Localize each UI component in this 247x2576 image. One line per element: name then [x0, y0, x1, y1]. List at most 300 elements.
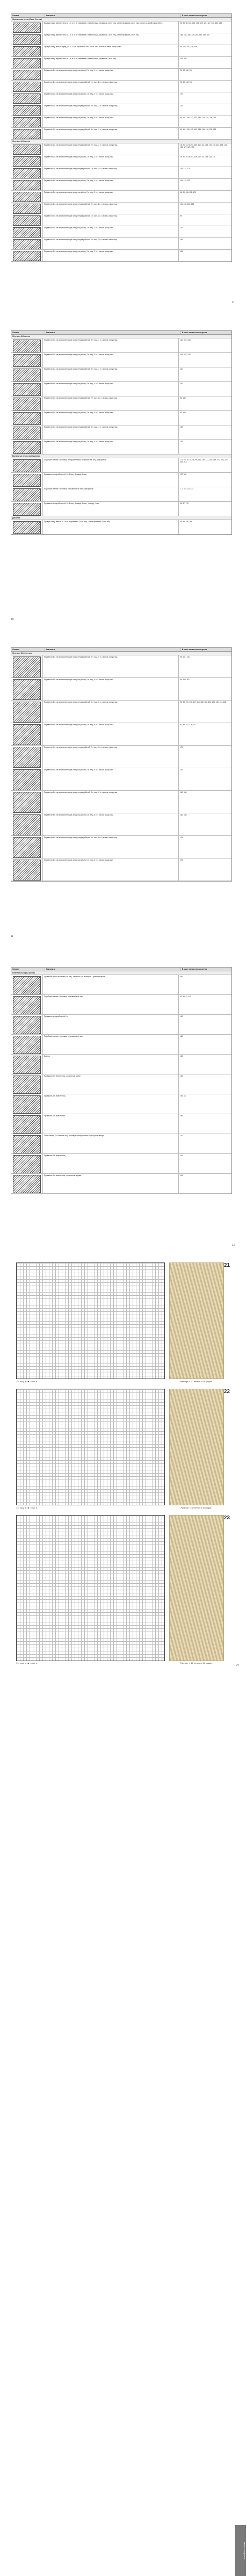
table-row	[11, 723, 231, 746]
where-cell: 95, 101, 143	[180, 656, 190, 658]
symbol-cell	[11, 45, 43, 56]
cable-symbol-icon	[13, 474, 41, 487]
how-cell: Перевести 2 п. на вспомогательную спицу перед работой, 2 п. лиц., 2 п. с вспом. спицы лиц.	[43, 104, 179, 116]
table-row	[11, 382, 231, 396]
cable-symbol-icon	[13, 1016, 41, 1034]
table-row	[11, 214, 231, 226]
cable-symbol-icon	[13, 488, 41, 501]
symbol-cell	[11, 1154, 43, 1173]
symbol-cell	[11, 92, 43, 104]
where-cell: 137, 181	[180, 473, 187, 475]
cable-symbol-icon	[13, 860, 41, 881]
where-cell: 93, 140	[180, 397, 186, 399]
table-row	[11, 104, 231, 116]
how-cell: Подобрать петлю с протяжки между петлями и провязать ее лиц. скрещенной.	[43, 458, 179, 472]
how-cell: Снять петлю, 2 п. вместе лиц., протянуть снятую петлю через провязанную.	[43, 1134, 179, 1153]
symbol-cell	[11, 367, 43, 381]
pattern-photo-23	[169, 1515, 224, 1661]
where-cell: 35, 57, 175	[180, 502, 188, 504]
table-row	[11, 203, 231, 214]
symbol-cell	[11, 155, 43, 167]
symbol-cell	[11, 678, 43, 700]
symbol-cell	[11, 1094, 43, 1114]
how-cell: Правую спицу переместить за 1-ю п. и, не снимая ее с левой спицы, провязать 2-ю п. лиц., затем провязать 1-ю п. лиц.	[43, 33, 179, 45]
symbol-cell	[11, 33, 43, 45]
where-cell: 93, 98, 101, 116, 117	[180, 724, 196, 726]
how-cell: Перевести 3 п. на вспомогательную спицу за работу, 3 п. лиц., 3 п. с вспом. спицы лиц.	[43, 353, 179, 367]
how-cell: Перевести 2 п. на вспомогательную спицу перед работой, 2 п. изн., 2 п. с вспом. спицы лиц.	[43, 203, 179, 214]
section-title: Жгуты из 10–16 петель	[11, 652, 231, 655]
where-cell: 179	[180, 105, 183, 107]
how-cell: Перевести 2 п. на вспомогательную спицу перед работой, 1 п. изн., 2 п. с вспом. спицы лиц.	[43, 81, 179, 92]
cable-symbol-icon	[13, 427, 41, 439]
how-cell: Подобрать петлю с протяжки и провязать ее изн.	[43, 1035, 179, 1054]
cable-symbol-icon	[13, 412, 41, 425]
where-cell: 1, 7, 12, 122, 133	[180, 488, 193, 490]
table-row	[11, 33, 231, 45]
where-cell: 96, 105, 116, 138, 155	[180, 46, 197, 48]
how-cell: Перевести 4 п. на вспомогательную спицу за работу, 4 п. лиц., 4 п. с вспом. спицы лиц.	[43, 440, 179, 454]
table-row	[11, 338, 231, 353]
how-cell: Перевести 3 п. на вспомогательную спицу перед работой, 3 п. лиц., 3 п. с вспом. спицы лиц.	[43, 128, 179, 139]
table-row	[11, 1174, 231, 1194]
table-row	[11, 21, 231, 33]
table-row	[11, 1035, 231, 1055]
rapport-label: Раппорт = 20 петель и 28 рядов	[180, 1380, 212, 1383]
how-cell: Провязать 2 п. вместе изн.	[43, 1114, 179, 1134]
section-tab: Узоры со жгутами	[235, 2525, 246, 2576]
symbol-cell	[11, 1035, 43, 1054]
where-cell: 93, 98, 101, 116, 117, 118, 122, 123, 124, 125, 130, 134, 135	[180, 701, 227, 703]
cable-symbol-icon	[13, 1135, 41, 1153]
how-cell: Перевести 5 п. на вспомогательную спицу за работу, 5 п. лиц., 5 п. с вспом. спицы лиц.	[43, 678, 179, 700]
symbol-cell	[11, 214, 43, 226]
symbol-cell	[11, 81, 43, 92]
where-cell: 1, 6, 13, 18, 31, 38, 95, 131, 136, 143, 149, 165, 170, 193, 202, 207, 213	[180, 459, 228, 463]
cable-symbol-icon	[13, 70, 41, 80]
symbol-cell	[11, 226, 43, 237]
section-title: Скрещенные петли (2 или 3 петли)	[11, 18, 231, 21]
how-cell: Перевести 1 п. на вспомогательную спицу за работу, 3 п. лиц., 1 п. с вспом. спицы изн.	[43, 226, 179, 237]
how-cell: Перевести 1 п. на вспомогательную спицу за работу, 3 п. лиц., 1 п. с вспом. спицы изн.	[43, 179, 179, 190]
column-header-where: В каких схемах используется	[182, 331, 207, 334]
symbol-cell	[11, 836, 43, 858]
table-row	[11, 155, 231, 167]
symbol-cell	[11, 143, 43, 155]
table-row	[11, 813, 231, 836]
where-cell: 133	[180, 426, 183, 428]
symbol-cell	[11, 995, 43, 1014]
where-cell: 178	[180, 859, 183, 861]
cable-symbol-icon	[13, 792, 41, 813]
table-row	[11, 746, 231, 768]
pattern-number: 22	[224, 1389, 230, 1395]
how-cell: Перевести 4 п. на вспомогательную спицу перед работой, 4 п. лиц., 4 п. с вспом. спицы лиц.	[43, 367, 179, 381]
table-row	[11, 487, 231, 502]
where-cell: 172	[180, 746, 183, 748]
symbol-cell	[11, 975, 43, 994]
table-row	[11, 143, 231, 155]
where-cell: 163	[180, 1075, 183, 1077]
chart-legend: □ = лиц. п.; ■ = изн. п.	[16, 1380, 38, 1383]
how-cell: Перевести 4 п. на вспомогательную спицу за работу, 4 п. лиц., 4 п. с вспом. спицы лиц.	[43, 382, 179, 396]
cable-symbol-icon	[13, 1076, 41, 1094]
rapport-label: Раппорт = 16 петель и 16 рядов	[180, 1662, 212, 1664]
table-row	[11, 502, 231, 516]
where-cell: 178	[180, 836, 183, 839]
how-cell: Провязать из одной петли 3 п.: 1 лиц., 1 накид, 1 лиц.	[43, 473, 179, 487]
table-row	[11, 45, 231, 57]
column-header-how: Как вязать	[45, 331, 181, 334]
where-cell: 143	[180, 1174, 183, 1177]
column-header-symbol: Символ	[11, 331, 45, 334]
column-header-symbol: Символ	[11, 14, 45, 17]
table-row	[11, 678, 231, 701]
symbol-table-4	[11, 967, 232, 1194]
where-cell: 196	[180, 1115, 183, 1117]
how-cell: Перевести 2 п. на вспомогательную спицу за работу, 2 п. лиц., 2 п. с вспом. спицы лиц.	[43, 92, 179, 104]
table-row	[11, 92, 231, 104]
where-cell: 110	[180, 383, 183, 385]
how-cell: Перевести 3 п. на вспомогательную спицу за работу, 3 п. лиц., 3 п. с вспом. спицы изн.	[43, 411, 179, 425]
cable-symbol-icon	[13, 1155, 41, 1173]
how-cell: Перевести 4 п. на вспомогательную спицу за работу, 4 п. лиц., 4 п. с вспом. спицы изн.	[43, 768, 179, 790]
how-cell: Перевести 2 п. на вспомогательную спицу за работу, 2 п. лиц., 2 п. с вспом. спицы лиц.	[43, 155, 179, 167]
where-cell: 95, 168, 182	[180, 679, 190, 681]
how-cell: Провязать петли по схеме 9 п. лиц., затем из 9 п. вытянуть 1 длинную петлю.	[43, 975, 179, 994]
symbol-cell	[11, 813, 43, 835]
cable-symbol-icon	[13, 129, 41, 139]
where-cell: 99	[180, 215, 182, 217]
table-row	[11, 1055, 231, 1074]
cable-symbol-icon	[13, 679, 41, 700]
table-row	[11, 520, 231, 535]
how-cell: Перевести 3 п. на вспомогательную спицу перед работой, 2 п. изн., 3 п. с вспом. спицы лиц.	[43, 396, 179, 410]
symbol-cell	[11, 250, 43, 261]
how-cell: Правую спицу переместить за 1-ю п. и, не снимая ее с левой спицы, провязать 2-ю п. лиц., затем провязать 1-ю п. лиц. и снять с левой спицы обе п.	[43, 21, 179, 33]
symbol-cell	[11, 338, 43, 352]
where-cell: 162	[180, 1015, 183, 1018]
cable-symbol-icon	[13, 369, 41, 381]
cable-symbol-icon	[13, 747, 41, 768]
symbol-cell	[11, 191, 43, 202]
where-cell: 92, 95, 98, 101, 102, 106, 109, 121, 127, 133, 134, 140	[180, 22, 222, 24]
how-cell: Подобрать петлю с протяжки и провязать ее изн. скрещенной.	[43, 487, 179, 501]
page-number: 9	[232, 301, 234, 304]
table-row	[11, 425, 231, 440]
how-cell: Перевести 4 п. на вспомогательную спицу перед работой, 2 п. изн., 4 п. с вспом. спицы лиц.	[43, 746, 179, 768]
symbol-cell	[11, 858, 43, 881]
cable-symbol-icon	[13, 441, 41, 454]
how-cell: Перевести 3 п. на вспомогательную спицу перед работой, 3 п. лиц., 3 п. с вспом. спицы лиц.	[43, 338, 179, 352]
symbol-table-2	[11, 330, 232, 535]
where-cell: 119, 121, 123	[180, 168, 191, 170]
column-header-how: Как вязать	[45, 968, 181, 971]
cable-symbol-icon	[13, 23, 41, 33]
where-cell: 23, 93, 142, 196	[180, 69, 193, 71]
symbol-table-3	[11, 647, 232, 882]
where-cell: 35, 59, 146, 205	[180, 521, 193, 523]
cable-symbol-icon	[13, 204, 41, 214]
section-title: Жгуты из 6–8 петель	[11, 335, 231, 338]
table-row	[11, 1134, 231, 1154]
cable-symbol-icon	[13, 82, 41, 92]
where-cell: 96, 99, 116, 118, 125	[180, 191, 196, 193]
symbol-cell	[11, 382, 43, 396]
pattern-chart-22	[16, 1389, 165, 1505]
symbol-cell	[11, 116, 43, 127]
how-cell: Провязать из одной петли 5 п.: 1 лиц., 1 накид, 1 лиц., 1 накид, 1 лиц.	[43, 502, 179, 516]
symbol-cell	[11, 57, 43, 68]
how-cell: Перевести 5 п. на вспомогательную спицу перед работой, 5 п. лиц., 5 п. с вспом. спицы лиц.	[43, 655, 179, 677]
cable-symbol-icon	[13, 168, 41, 178]
how-cell: Перевести 2 п. на вспомогательную спицу за работу, 2 п. лиц., 2 п. с вспом. спицы изн.	[43, 191, 179, 202]
how-cell: Правую спицу переместить за 1-ю п. и, не снимая ее с левой спицы, провязать 2-ю п. лиц.	[43, 57, 179, 68]
pattern-charts-page	[0, 1260, 247, 2560]
symbol-cell	[11, 104, 43, 116]
table-header	[11, 648, 231, 652]
page-number: 10	[11, 618, 14, 621]
symbol-cell	[11, 203, 43, 214]
how-cell: Провязать 2 п. вместе лиц. с наклоном влево.	[43, 1074, 179, 1094]
section-title: Два слоя	[11, 516, 231, 520]
cable-symbol-icon	[13, 227, 41, 237]
table-row	[11, 701, 231, 723]
symbol-cell	[11, 128, 43, 139]
where-cell: 133	[180, 441, 183, 443]
column-header-where: В каких схемах используется	[182, 968, 207, 970]
symbol-cell	[11, 655, 43, 677]
symbol-cell	[11, 396, 43, 410]
cable-symbol-icon	[13, 105, 41, 116]
symbol-cell	[11, 1114, 43, 1134]
column-header-where: В каких схемах используется	[182, 15, 207, 17]
cable-symbol-icon	[13, 46, 41, 56]
cable-symbol-icon	[13, 521, 41, 534]
symbol-cell	[11, 21, 43, 33]
symbol-cell	[11, 487, 43, 501]
how-cell: Перевести 4 п. на вспомогательную спицу перед работой, 4 п. лиц., 4 п. с вспом. спицы лиц.	[43, 425, 179, 439]
how-cell: Провязать 2 п. вместе лиц. с наклоном вправо.	[43, 1174, 179, 1193]
how-cell: Провязать из одной петли 3 п.	[43, 1015, 179, 1034]
table-row	[11, 226, 231, 238]
column-header-symbol: Символ	[11, 968, 45, 971]
table-row	[11, 167, 231, 179]
chart-legend: □ = лиц. п.; ■ = изн. п.	[16, 1506, 38, 1509]
cable-symbol-icon	[13, 215, 41, 226]
column-header-how: Как вязать	[45, 14, 181, 17]
where-cell: 183	[180, 250, 183, 252]
section-title: Вытянутые петли, прибавления	[11, 454, 231, 458]
symbol-cell	[11, 353, 43, 367]
cable-symbol-icon	[13, 251, 41, 261]
where-cell: 119, 121, 123	[180, 179, 191, 182]
table-header	[11, 14, 231, 18]
table-row	[11, 975, 231, 995]
table-row	[11, 1094, 231, 1114]
symbol-cell	[11, 768, 43, 790]
table-row	[11, 238, 231, 250]
page-number: 11	[11, 935, 14, 938]
pattern-chart-21	[16, 1262, 165, 1379]
symbol-cell	[11, 1174, 43, 1193]
pattern-number: 21	[224, 1262, 230, 1268]
section-title: Платочные узоры, бусины	[11, 971, 231, 975]
table-row	[11, 836, 231, 858]
cable-symbol-icon	[13, 503, 41, 516]
cable-symbol-icon	[13, 702, 41, 723]
page-3	[0, 634, 247, 951]
table-row	[11, 858, 231, 881]
column-header-where: В каких схемах используется	[182, 648, 207, 651]
table-row	[11, 440, 231, 454]
pattern-photo-22	[169, 1389, 224, 1505]
where-cell: 183	[180, 239, 183, 241]
cable-symbol-icon	[13, 1115, 41, 1134]
how-cell: Перевести 6 п. на вспомогательную спицу перед работой, 6 п. лиц., 6 п. с вспом. спицы лиц.	[43, 701, 179, 723]
table-row	[11, 473, 231, 487]
how-cell: Бусина	[43, 1055, 179, 1074]
column-header-symbol: Символ	[11, 648, 45, 651]
table-row	[11, 116, 231, 128]
cable-symbol-icon	[13, 117, 41, 127]
how-cell: Перевести 2 п. на вспомогательную спицу перед работой, 1 п. изн., 2 п. с вспом. спицы лиц.	[43, 167, 179, 178]
how-cell: Перевести 8 п. на вспомогательную спицу перед работой, 8 п. лиц., 8 п. с вспом. спицы лиц.	[43, 791, 179, 813]
cable-symbol-icon	[13, 656, 41, 677]
table-row	[11, 250, 231, 262]
where-cell: 197	[180, 1135, 183, 1137]
where-cell: 92, 95, 97, 131	[180, 995, 192, 998]
cable-symbol-icon	[13, 1095, 41, 1114]
table-header	[11, 968, 231, 971]
how-cell: Перевести 3 п. на вспомогательную спицу перед работой, 1 п. изн., 3 п. с вспом. спицы лиц.	[43, 214, 179, 226]
cable-symbol-icon	[13, 239, 41, 249]
pattern-photo-21	[169, 1262, 224, 1379]
symbol-cell	[11, 1015, 43, 1034]
where-cell: 119	[180, 1154, 183, 1157]
cable-symbol-icon	[13, 814, 41, 835]
symbol-cell	[11, 746, 43, 768]
where-cell: 95, 101, 105, 122, 133, 136, 143, 192, 209, 216	[180, 117, 216, 119]
symbol-cell	[11, 473, 43, 487]
how-cell: Перевести 3 п. на вспомогательную спицу перед работой, 2 п. изн., 3 п. с вспом. спицы лиц.	[43, 238, 179, 249]
table-row	[11, 396, 231, 411]
table-row	[11, 1015, 231, 1035]
cable-symbol-icon	[13, 1036, 41, 1054]
symbol-cell	[11, 723, 43, 745]
table-row	[11, 128, 231, 140]
table-row	[11, 1074, 231, 1094]
cable-symbol-icon	[13, 383, 41, 396]
cable-symbol-icon	[13, 156, 41, 167]
cable-symbol-icon	[13, 145, 41, 155]
where-cell: 19, 26, 34, 96, 97, 109, 110, 111, 114, 115, 116	[180, 156, 215, 158]
table-header	[11, 331, 231, 335]
where-cell: 109, 111	[180, 1095, 186, 1097]
cable-symbol-icon	[13, 459, 41, 472]
how-cell: Перевести 6 п. на вспомогательную спицу за работу, 6 п. лиц., 6 п. с вспом. спицы изн.	[43, 858, 179, 881]
symbol-cell	[11, 1055, 43, 1074]
table-row	[11, 411, 231, 425]
symbol-cell	[11, 520, 43, 534]
pattern-number: 23	[224, 1515, 230, 1521]
cable-symbol-icon	[13, 354, 41, 367]
where-cell: 93, 140	[180, 412, 186, 414]
page-2	[0, 317, 247, 634]
cable-symbol-icon	[13, 724, 41, 745]
symbol-cell	[11, 458, 43, 472]
symbol-cell	[11, 411, 43, 425]
symbol-cell	[11, 1074, 43, 1094]
where-cell: 102, 107, 133	[180, 339, 191, 341]
how-cell: Провязать 5 п. вместе лиц.	[43, 1154, 179, 1173]
symbol-cell	[11, 179, 43, 190]
where-cell: 133	[180, 227, 183, 229]
pattern-chart-23	[16, 1515, 165, 1661]
symbol-cell	[11, 1134, 43, 1153]
cable-symbol-icon	[13, 1175, 41, 1193]
where-cell: 119	[180, 769, 183, 771]
cable-symbol-icon	[13, 58, 41, 68]
cable-symbol-icon	[13, 996, 41, 1014]
cable-symbol-icon	[13, 769, 41, 790]
table-row	[11, 69, 231, 81]
where-cell: 158, 162, 166, 175, 184, 185, 188, 189	[180, 34, 209, 36]
how-cell: Правую спицу ввести перед 1-й п., 2-ю п. провязать изн., 1-ю п. лиц. и снять с левой спицы обе п.	[43, 45, 179, 56]
how-cell: Перевести 2 п. на вспомогательную спицу перед работой, 2 п. лиц., 2 п. с вспом. спицы лиц.	[43, 143, 179, 155]
where-cell: 162	[180, 1035, 183, 1037]
symbol-cell	[11, 502, 43, 516]
how-cell: Перевести 6 п. на вспомогательную спицу перед работой, 4 п. изн., 6 п. с вспом. спицы лиц.	[43, 836, 179, 858]
how-cell: Правую спицу ввести за 1-ю п. и провязать 2-ю п. лиц., затем провязать 1-ю п. лиц.	[43, 520, 179, 534]
where-cell: 160, 186	[180, 814, 187, 816]
cable-symbol-icon	[13, 1056, 41, 1074]
section-title: Жгуты из 4–5 петель	[11, 140, 231, 143]
where-cell: 206	[180, 976, 183, 978]
how-cell: Подобрать петлю с протяжки и провязать ее лиц.	[43, 995, 179, 1014]
how-cell: Перевести 6 п. на вспомогательную спицу за работу, 6 п. лиц., 6 п. с вспом. спицы лиц.	[43, 723, 179, 745]
table-row	[11, 458, 231, 473]
how-cell: Перевести 2 п. на вспомогательную спицу за работу, 3 п. лиц., 2 п. с вспом. спицы изн.	[43, 250, 179, 261]
where-cell: 163	[180, 1055, 183, 1057]
table-row	[11, 353, 231, 367]
where-cell: 110	[180, 368, 183, 370]
table-row	[11, 791, 231, 813]
symbol-cell	[11, 701, 43, 723]
cable-symbol-icon	[13, 976, 41, 994]
how-cell: Провязать 3 п. вместе лиц.	[43, 1094, 179, 1114]
how-cell: Перевести 3 п. на вспомогательную спицу за работу, 3 п. лиц., 3 п. с вспом. спицы лиц.	[43, 116, 179, 127]
symbol-table-1	[11, 13, 232, 262]
cable-symbol-icon	[13, 398, 41, 410]
table-row	[11, 81, 231, 92]
page-4	[0, 951, 247, 1260]
chart-legend: □ = лиц. п.; ■ = изн. п.	[16, 1662, 38, 1664]
cable-symbol-icon	[13, 192, 41, 202]
cable-symbol-icon	[13, 340, 41, 352]
where-cell: 23, 93, 142, 196	[180, 81, 193, 83]
cable-symbol-icon	[13, 93, 41, 104]
symbol-cell	[11, 791, 43, 813]
symbol-cell	[11, 167, 43, 178]
table-row	[11, 1114, 231, 1134]
rapport-label: Раппорт = 32 петли и 16 рядов	[180, 1506, 212, 1509]
table-row	[11, 179, 231, 191]
table-row	[11, 1154, 231, 1174]
where-cell: 160, 186	[180, 791, 187, 793]
page-1	[0, 0, 247, 317]
page-number: 27	[236, 1664, 239, 1667]
